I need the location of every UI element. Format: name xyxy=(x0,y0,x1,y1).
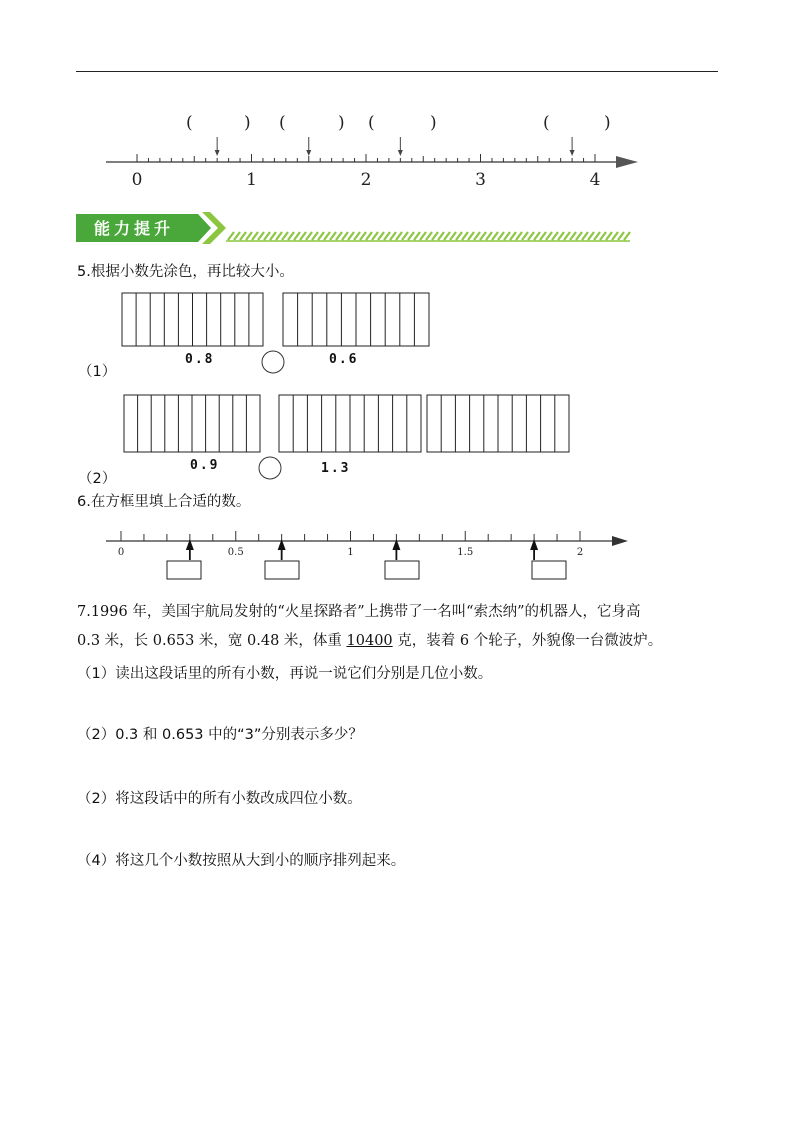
number-line-2-axis xyxy=(106,536,628,546)
svg-text:): ) xyxy=(338,113,345,133)
q5-prompt: 5.根据小数先涂色，再比较大小。 xyxy=(77,264,294,280)
answer-bracket[interactable] xyxy=(279,113,345,133)
answer-bracket[interactable] xyxy=(368,113,437,133)
q5-part2-left-value: 0.9 xyxy=(190,458,220,473)
q5-part1-left-value: 0.8 xyxy=(185,352,215,367)
svg-text:(: ( xyxy=(279,113,286,133)
q5-figure xyxy=(115,290,585,490)
tick-label: 1 xyxy=(246,170,257,190)
pointer-arrow xyxy=(215,137,220,156)
q5-part2-label: （2） xyxy=(78,471,117,487)
q7-sub4: （4）将这几个小数按照从大到小的顺序排列起来。 xyxy=(77,853,406,869)
q5-compare-circle-2[interactable] xyxy=(259,457,281,479)
tenths-bar[interactable] xyxy=(279,395,421,452)
pointer-arrow xyxy=(186,539,194,560)
q7-line1: 7.1996 年，美国宇航局发射的“火星探路者”上携带了一名叫“索杰纳”的机器人，它身高 xyxy=(77,604,641,620)
q7-sub3: （2）将这段话中的所有小数改成四位小数。 xyxy=(77,791,362,807)
number-line-1-labels xyxy=(132,170,601,190)
pointer-arrow xyxy=(306,137,311,156)
answer-bracket[interactable] xyxy=(543,113,611,133)
answer-box[interactable] xyxy=(265,561,299,579)
banner-title: 能力提升 xyxy=(94,219,175,238)
svg-text:): ) xyxy=(244,113,251,133)
number-line-2-answer-boxes xyxy=(167,561,566,579)
number-line-1-axis xyxy=(106,156,638,168)
tick-label: 0.5 xyxy=(227,547,244,558)
q7-sub2: （2）0.3 和 0.653 中的“3”分别表示多少？ xyxy=(77,727,363,743)
q5-bars xyxy=(122,293,569,452)
q7-sub1: （1）读出这段话里的所有小数，再说一说它们分别是几位小数。 xyxy=(77,666,493,682)
svg-text:(: ( xyxy=(543,113,550,133)
pointer-arrow xyxy=(398,137,403,156)
svg-text:(: ( xyxy=(368,113,375,133)
number-line-1 xyxy=(100,105,645,190)
answer-box[interactable] xyxy=(167,561,201,579)
tick-label: 4 xyxy=(589,170,601,190)
number-line-1-ticks xyxy=(137,154,595,162)
number-line-1-arrows xyxy=(215,137,575,156)
answer-box[interactable] xyxy=(385,561,419,579)
q7-line2 xyxy=(77,631,662,651)
header-rule xyxy=(76,71,718,72)
tenths-bar[interactable] xyxy=(283,293,429,346)
tick-label: 3 xyxy=(475,170,486,190)
tick-label: 2 xyxy=(576,547,584,558)
tenths-bar[interactable] xyxy=(124,395,260,452)
pointer-arrow xyxy=(570,137,575,156)
pointer-arrow xyxy=(530,539,538,560)
tick-label: 2 xyxy=(360,170,372,190)
tenths-bar[interactable] xyxy=(122,293,263,346)
q5-part1-right-value: 0.6 xyxy=(329,352,359,367)
tick-label: 0 xyxy=(117,547,125,558)
answer-box[interactable] xyxy=(532,561,566,579)
q6-prompt: 6.在方框里填上合适的数。 xyxy=(77,494,251,510)
pointer-arrow xyxy=(392,539,400,560)
q5-compare-circle-1[interactable] xyxy=(262,351,284,373)
q7-line2-end: 克，装着 6 个轮子，外貌像一台微波炉。 xyxy=(392,633,663,649)
q5-part2-right-value: 1.3 xyxy=(321,461,351,476)
pointer-arrow xyxy=(278,539,286,560)
svg-text:(: ( xyxy=(186,113,193,133)
svg-text:): ) xyxy=(604,113,611,133)
number-line-2 xyxy=(100,525,640,585)
tick-label: 1 xyxy=(347,547,354,558)
q5-part1-label: （1） xyxy=(78,364,117,380)
banner-stripes xyxy=(226,232,630,241)
q7-weight-value: 10400 xyxy=(346,633,393,649)
number-line-1-brackets xyxy=(186,113,611,133)
tenths-bar[interactable] xyxy=(427,395,569,452)
svg-text:): ) xyxy=(430,113,437,133)
section-banner xyxy=(76,210,632,246)
q7-line2-start: 0.3 米，长 0.653 米，宽 0.48 米，体重 xyxy=(77,633,347,649)
tick-label: 1.5 xyxy=(457,547,474,558)
tick-label: 0 xyxy=(131,170,143,190)
answer-bracket[interactable] xyxy=(186,113,251,133)
